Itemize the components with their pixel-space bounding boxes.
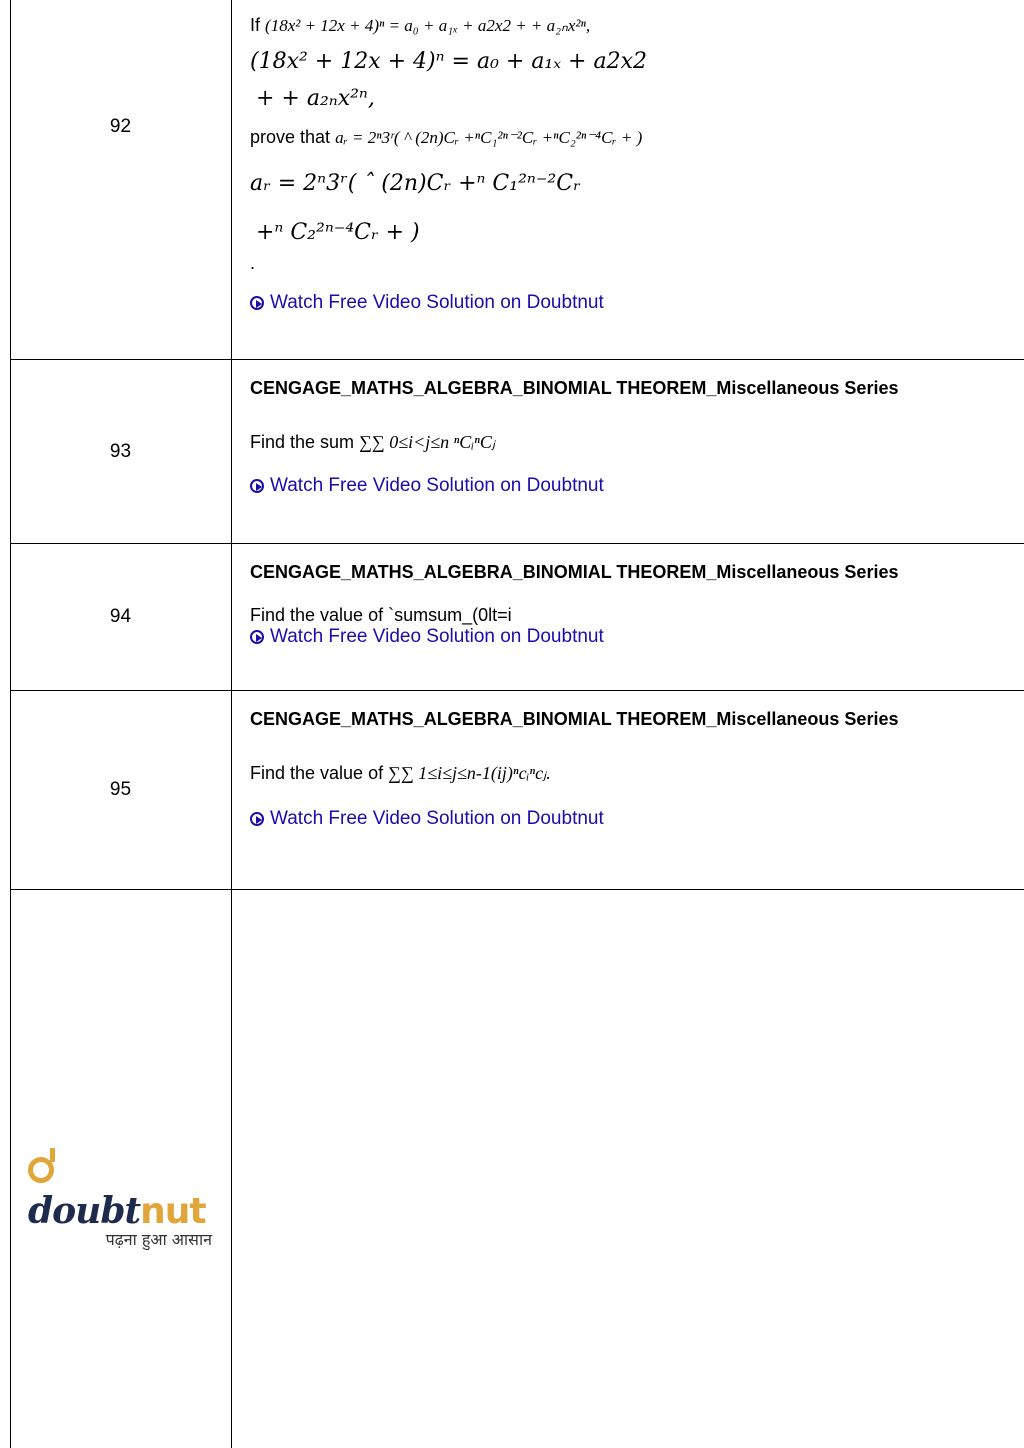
watch-video-link-label: Watch Free Video Solution on Doubtnut	[270, 475, 604, 496]
question-line	[250, 8, 1014, 42]
row-divider	[10, 690, 1024, 691]
question-text: prove that	[250, 127, 331, 147]
equation-display-text: aᵣ = 2ⁿ3ʳ( ˆ (2n)Cᵣ +ⁿ C₁²ⁿ⁻²Cᵣ	[250, 171, 581, 196]
question-95	[250, 709, 1014, 831]
question-line	[250, 604, 1014, 626]
question-line	[250, 116, 1014, 158]
equation-display	[250, 210, 1014, 256]
question-line	[250, 760, 1014, 786]
watch-video-link[interactable]	[250, 292, 604, 314]
question-number: 94	[109, 606, 132, 627]
watch-video-link-label: Watch Free Video Solution on Doubtnut	[270, 626, 604, 647]
question-text: Find the sum	[250, 432, 355, 452]
logo-tagline: पढ़ना हुआ आसान	[105, 1230, 212, 1249]
play-circle-icon	[250, 296, 264, 310]
equation-inline: ∑∑ 0≤i<j≤n ⁿCᵢⁿCⱼ	[359, 432, 495, 452]
watch-video-link[interactable]	[250, 808, 604, 830]
chapter-heading: CENGAGE_MATHS_ALGEBRA_BINOMIAL THEOREM_Miscellaneous Series	[250, 562, 899, 582]
chapter-heading: CENGAGE_MATHS_ALGEBRA_BINOMIAL THEOREM_Miscellaneous Series	[250, 709, 899, 729]
equation-display	[250, 42, 1014, 82]
equation-inline: aᵣ = 2ⁿ3ʳ( ^ (2n)Cᵣ +ⁿC₁²ⁿ⁻²Cᵣ +ⁿC₂²ⁿ⁻⁴Cᵣ + )	[335, 128, 643, 147]
row-divider	[10, 889, 1024, 890]
question-93	[250, 378, 1014, 498]
play-circle-icon	[250, 812, 264, 826]
table-left-border	[10, 0, 11, 1448]
question-text: If	[250, 15, 261, 35]
chapter-heading: CENGAGE_MATHS_ALGEBRA_BINOMIAL THEOREM_Miscellaneous Series	[250, 378, 899, 398]
watch-video-link[interactable]	[250, 626, 604, 648]
play-circle-icon	[250, 630, 264, 644]
equation-display-text: +ⁿ C₂²ⁿ⁻⁴Cᵣ + )	[256, 220, 420, 245]
play-circle-icon	[250, 479, 264, 493]
question-92	[250, 8, 1014, 315]
row-divider	[10, 543, 1024, 544]
question-text: Find the value of `sumsum_(0lt=i	[250, 605, 512, 625]
equation-display-text: + + a₂ₙx²ⁿ,	[256, 86, 375, 111]
question-number: 93	[109, 441, 132, 462]
question-text: Find the value of	[250, 763, 384, 783]
trailing-dot: .	[250, 253, 256, 273]
logo-wordmark	[28, 1148, 218, 1232]
logo-name-part1: doubt	[28, 1190, 141, 1232]
watch-video-link[interactable]	[250, 475, 604, 497]
equation-display	[250, 158, 1014, 210]
doubtnut-mark-icon	[28, 1157, 54, 1183]
table-column-divider	[231, 0, 232, 1448]
question-line	[250, 429, 1014, 455]
logo-name-part2: nut	[140, 1191, 206, 1232]
equation-inline: ∑∑ 1≤i≤j≤n-1(ij)ⁿcᵢⁿcⱼ.	[388, 763, 551, 783]
question-94	[250, 562, 1014, 649]
watch-video-link-label: Watch Free Video Solution on Doubtnut	[270, 292, 604, 313]
question-number: 92	[109, 116, 132, 137]
question-number: 95	[109, 779, 132, 800]
doubtnut-logo	[28, 1148, 218, 1250]
equation-inline: (18x² + 12x + 4)ⁿ = a₀ + a₁ₓ + a2x2 + + a₂ₙx²ⁿ,	[265, 16, 591, 35]
row-divider	[10, 359, 1024, 360]
equation-display	[250, 82, 1014, 116]
equation-display-text: (18x² + 12x + 4)ⁿ = a₀ + a₁ₓ + a2x2	[250, 49, 647, 74]
watch-video-link-label: Watch Free Video Solution on Doubtnut	[270, 808, 604, 829]
